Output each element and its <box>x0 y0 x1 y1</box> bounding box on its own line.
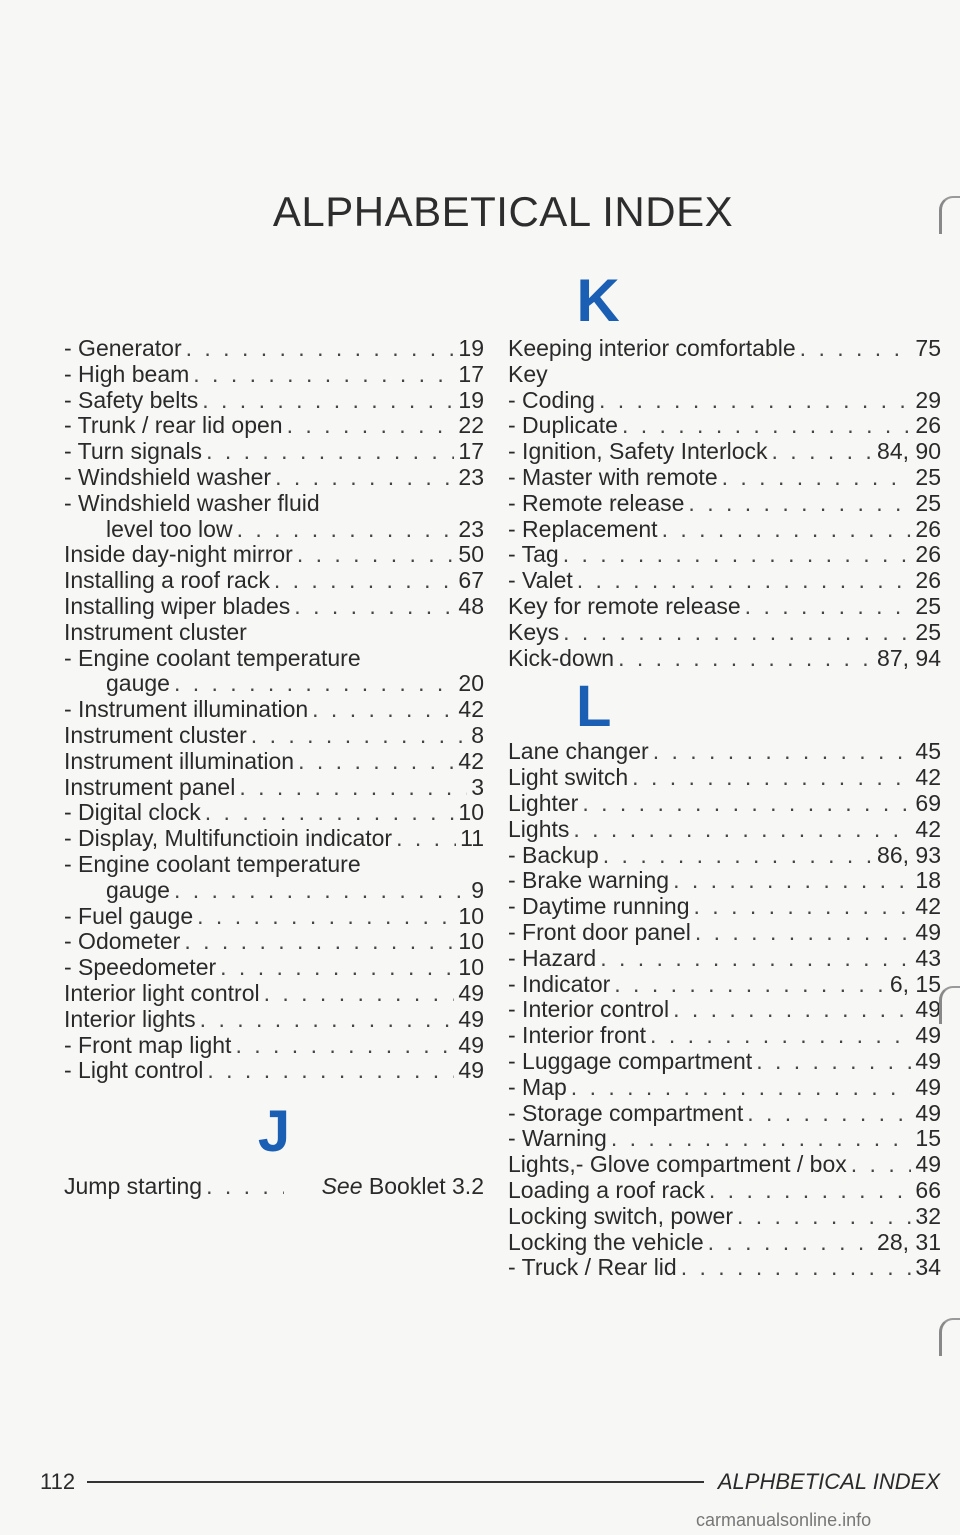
index-entry-text: - Fuel gauge <box>64 902 194 929</box>
index-entry <box>508 946 941 972</box>
leader-dots <box>275 465 454 491</box>
index-entry <box>64 336 484 362</box>
leader-dots <box>611 1126 912 1152</box>
index-entry-page: 25 <box>915 618 941 645</box>
index-entry-text: Instrument cluster <box>64 618 247 645</box>
index-entry-page: 49 <box>915 1047 941 1074</box>
index-entry <box>64 517 484 543</box>
index-entry-page: 18 <box>915 867 941 894</box>
index-entry-page <box>288 1174 484 1200</box>
index-entry <box>508 894 941 920</box>
leader-dots <box>220 955 454 981</box>
index-entry-page: 49 <box>915 1022 941 1049</box>
leader-dots <box>274 568 455 594</box>
index-entry <box>64 749 484 775</box>
index-entry <box>508 336 941 362</box>
index-entry <box>64 362 484 388</box>
leader-dots <box>298 749 454 775</box>
index-column-right <box>508 336 941 1281</box>
index-entry-text: level too low <box>106 515 233 542</box>
index-entry <box>64 955 484 981</box>
leader-dots <box>251 723 467 749</box>
index-entry-text: - Replacement <box>508 515 658 542</box>
index-entry <box>508 997 941 1023</box>
index-entry-page: 17 <box>458 438 484 465</box>
index-entry-page: 42 <box>915 893 941 920</box>
index-entry <box>508 517 941 543</box>
section-letter-l: L <box>576 674 612 740</box>
index-entry-page: 17 <box>458 360 484 387</box>
index-entry-page: 67 <box>458 567 484 594</box>
index-entry <box>508 1255 941 1281</box>
index-entry-page: 49 <box>458 979 484 1006</box>
leader-dots <box>708 1230 873 1256</box>
index-entry-text: - Ignition, Safety Interlock <box>508 438 768 465</box>
index-entry-text: - Master with remote <box>508 463 718 490</box>
index-entry-page: 25 <box>915 489 941 516</box>
index-entry-page: 19 <box>458 386 484 413</box>
index-entry-text: - Generator <box>64 335 182 361</box>
index-entry-text: Locking switch, power <box>508 1202 733 1229</box>
index-entry <box>64 852 484 878</box>
leader-dots <box>197 904 454 930</box>
index-entry-text: Instrument panel <box>64 773 236 800</box>
index-entry-text: Kick-down <box>508 644 615 671</box>
index-entry-text: - Front door panel <box>508 918 691 945</box>
index-entry-page: 26 <box>915 412 941 439</box>
index-entry <box>508 413 941 439</box>
index-entry-page: 49 <box>915 1073 941 1100</box>
index-entry-page: 10 <box>458 954 484 981</box>
leader-dots <box>599 388 911 414</box>
index-entry-text: - Warning <box>508 1125 607 1152</box>
index-entry <box>508 646 941 672</box>
index-entry-text: Installing wiper blades <box>64 592 291 619</box>
leader-dots <box>603 843 873 869</box>
index-entry-text: Instrument cluster <box>64 721 247 748</box>
page-footer <box>40 1467 940 1497</box>
index-entry-text: - Remote release <box>508 489 685 516</box>
section-letter-k: K <box>576 267 620 334</box>
index-entry <box>64 1007 484 1033</box>
index-entry-page: 49 <box>458 1005 484 1032</box>
index-entry <box>508 1126 941 1152</box>
index-entry-text: - Duplicate <box>508 412 618 439</box>
index-entry <box>64 929 484 955</box>
index-entry <box>64 594 484 620</box>
index-entry-page: 45 <box>915 738 941 765</box>
index-entry-page: 10 <box>458 799 484 826</box>
leader-dots <box>747 1101 911 1127</box>
index-entry-page: 10 <box>458 928 484 955</box>
index-entry-text: - Daytime running <box>508 893 690 920</box>
index-entry-page: 69 <box>915 789 941 816</box>
index-entry-text: Instrument illumination <box>64 747 295 774</box>
index-entry-text: - Front map light <box>64 1031 232 1058</box>
leader-dots <box>800 336 912 362</box>
index-entry-text: - Windshield washer fluid <box>64 489 320 516</box>
index-entry-text: Locking the vehicle <box>508 1228 704 1255</box>
index-entry <box>508 1023 941 1049</box>
index-entry-page: 20 <box>458 670 484 697</box>
index-entry-page: 49 <box>915 1099 941 1126</box>
index-entry-page: 26 <box>915 515 941 542</box>
index-entry-page: 49 <box>915 1151 941 1178</box>
page-title: ALPHABETICAL INDEX <box>272 188 734 235</box>
page-edge-tab <box>939 1318 960 1356</box>
index-entry-text: - Truck / Rear lid <box>508 1254 677 1281</box>
index-entry <box>508 491 941 517</box>
index-entry-text: - Safety belts <box>64 386 199 413</box>
index-entry-text: - Storage compartment <box>508 1099 744 1126</box>
index-entry-page: 6, 15 <box>889 970 941 997</box>
leader-dots <box>688 491 911 517</box>
leader-dots <box>396 826 456 852</box>
index-entry-page: 87, 94 <box>877 644 941 671</box>
index-entry <box>64 904 484 930</box>
index-entry <box>508 1230 941 1256</box>
index-entry-page: 49 <box>458 1031 484 1058</box>
leader-dots <box>618 646 873 672</box>
index-entry <box>64 878 484 904</box>
index-entry-page: 86, 93 <box>877 841 941 868</box>
index-entry <box>508 817 941 843</box>
leader-dots <box>709 1178 912 1204</box>
index-entries-l <box>508 739 941 1281</box>
index-entry-page: 15 <box>915 1125 941 1152</box>
index-entry-text: Interior light control <box>64 979 260 1006</box>
watermark: carmanualsonline.info <box>696 1510 872 1530</box>
index-entry <box>508 791 941 817</box>
leader-dots <box>206 439 454 465</box>
section-letter-j: J <box>257 1099 291 1165</box>
index-entry-text: - Backup <box>508 841 599 868</box>
leader-dots <box>200 1007 455 1033</box>
index-entry-text: Inside day-night mirror <box>64 541 293 568</box>
index-entry-text: Lighter <box>508 789 579 816</box>
index-entry <box>508 1049 941 1075</box>
index-entry-text: - Turn signals <box>64 438 203 465</box>
index-entry-page: 23 <box>458 463 484 490</box>
leader-dots <box>207 1058 454 1084</box>
leader-dots <box>206 1174 284 1200</box>
index-entry <box>64 1058 484 1084</box>
leader-dots <box>582 791 911 817</box>
leader-dots <box>614 972 886 998</box>
index-entry <box>508 765 941 791</box>
page-edge-tab <box>939 986 960 1024</box>
index-entry-page: 42 <box>458 747 484 774</box>
index-entry <box>64 646 484 672</box>
index-entry-text: - Trunk / rear lid open <box>64 412 283 439</box>
leader-dots <box>563 542 912 568</box>
index-entry-page: 23 <box>458 515 484 542</box>
index-entry-text: Keys <box>508 618 560 645</box>
index-column-left <box>64 336 484 1200</box>
leader-dots <box>673 997 911 1023</box>
index-entry <box>508 920 941 946</box>
index-entry-text: - Indicator <box>508 970 611 997</box>
index-entry <box>64 620 484 646</box>
leader-dots <box>694 894 912 920</box>
index-entry-text: - Instrument illumination <box>64 696 309 723</box>
index-entry-text: Loading a roof rack <box>508 1176 705 1203</box>
index-entry <box>508 594 941 620</box>
page-number: 112 <box>40 1469 76 1494</box>
leader-dots <box>174 878 467 904</box>
index-entry-page: 26 <box>915 541 941 568</box>
index-entry-page: 10 <box>458 902 484 929</box>
index-entry-text: - Windshield washer <box>64 463 272 490</box>
index-entry-page: 19 <box>458 335 484 361</box>
index-entry <box>64 491 484 517</box>
leader-dots <box>571 1075 912 1101</box>
index-entry-page: 29 <box>915 386 941 413</box>
index-entry-page: 28, 31 <box>877 1228 941 1255</box>
index-entry <box>64 413 484 439</box>
index-entry <box>64 775 484 801</box>
index-entry-text: - Map <box>508 1073 567 1100</box>
index-entry <box>508 1178 941 1204</box>
index-entry <box>64 800 484 826</box>
index-entry-text: Lane changer <box>508 738 649 765</box>
index-entry-jump-starting <box>64 1174 484 1200</box>
leader-dots <box>205 800 455 826</box>
index-entry-page: 42 <box>915 815 941 842</box>
index-entry-page: 26 <box>915 567 941 594</box>
index-entry <box>508 1075 941 1101</box>
index-entry <box>64 671 484 697</box>
index-entry-page: 49 <box>458 1057 484 1084</box>
leader-dots <box>745 594 912 620</box>
index-entries-left <box>64 336 484 1084</box>
index-entry-text: - High beam <box>64 360 190 387</box>
index-entry-page: 42 <box>458 696 484 723</box>
index-entry-text: Installing a roof rack <box>64 567 270 594</box>
index-entry <box>64 1033 484 1059</box>
index-entry-text: Light switch <box>508 764 629 791</box>
leader-dots <box>681 1255 912 1281</box>
index-entry <box>64 439 484 465</box>
index-entry-page: 42 <box>915 764 941 791</box>
index-entry-text: - Display, Multifunctioin indicator <box>64 825 393 852</box>
leader-dots <box>297 542 455 568</box>
index-entries-k <box>508 336 941 671</box>
index-entry-page: 8 <box>471 721 484 748</box>
footer-title: ALPHBETICAL INDEX <box>717 1469 940 1494</box>
index-entry-page: 66 <box>915 1176 941 1203</box>
leader-dots <box>202 388 454 414</box>
index-entry <box>508 972 941 998</box>
index-entry-page: 49 <box>915 996 941 1023</box>
index-entry <box>508 362 941 388</box>
index-entry <box>64 465 484 491</box>
leader-dots <box>577 568 912 594</box>
index-entry-text: - Valet <box>508 567 573 594</box>
index-entry <box>64 981 484 1007</box>
index-entry <box>64 388 484 414</box>
leader-dots <box>287 413 455 439</box>
leader-dots <box>851 1152 912 1178</box>
leader-dots <box>756 1049 911 1075</box>
see-target: Booklet 3.2 <box>368 1173 484 1200</box>
index-entry <box>64 568 484 594</box>
leader-dots <box>622 413 911 439</box>
index-entry-page: 3 <box>471 773 484 800</box>
index-entry-page: 75 <box>915 335 941 361</box>
index-entry-text: Lights,- Glove compartment / box <box>508 1151 847 1178</box>
index-entry-text: Interior lights <box>64 1005 196 1032</box>
index-entry-text: gauge <box>106 670 170 697</box>
index-entry-page: 50 <box>458 541 484 568</box>
leader-dots <box>662 517 912 543</box>
leader-dots <box>722 465 912 491</box>
leader-dots <box>294 594 454 620</box>
index-entry-text: Lights <box>508 815 570 842</box>
index-entry-text: - Digital clock <box>64 799 201 826</box>
index-entry-text: - Tag <box>508 541 559 568</box>
index-entry-page: 11 <box>460 825 484 852</box>
index-entry <box>508 868 941 894</box>
index-entry-page: 43 <box>915 944 941 971</box>
index-entry-page: 25 <box>915 463 941 490</box>
index-entry-text: Key for remote release <box>508 592 741 619</box>
index-entry-text: - Brake warning <box>508 867 670 894</box>
index-entry-page: 32 <box>915 1202 941 1229</box>
index-entry-page: 49 <box>915 918 941 945</box>
index-entry <box>64 542 484 568</box>
leader-dots <box>264 981 455 1007</box>
index-entry <box>508 620 941 646</box>
index-entry-page: 48 <box>458 592 484 619</box>
leader-dots <box>772 439 874 465</box>
index-entry-page: 9 <box>471 876 484 903</box>
leader-dots <box>573 817 911 843</box>
leader-dots <box>235 1033 454 1059</box>
index-entry <box>508 439 941 465</box>
index-entry-page: 25 <box>915 592 941 619</box>
index-entry <box>508 1204 941 1230</box>
index-entry <box>508 465 941 491</box>
index-entry-text: Keeping interior comfortable <box>508 335 796 361</box>
index-entry-page: 84, 90 <box>877 438 941 465</box>
index-entry <box>508 843 941 869</box>
page-edge-tab <box>939 196 960 234</box>
leader-dots <box>737 1204 911 1230</box>
leader-dots <box>673 868 911 894</box>
see-label: See <box>321 1173 363 1200</box>
index-entry-text: Jump starting <box>64 1173 203 1200</box>
leader-dots <box>184 929 454 955</box>
index-entry <box>508 542 941 568</box>
leader-dots <box>632 765 911 791</box>
leader-dots <box>695 920 912 946</box>
leader-dots <box>312 697 454 723</box>
index-entry-text: - Light control <box>64 1057 204 1084</box>
index-entry-text: Key <box>508 360 548 387</box>
leader-dots <box>600 946 911 972</box>
index-entry <box>508 1152 941 1178</box>
leader-dots <box>193 362 454 388</box>
leader-dots <box>239 775 467 801</box>
footer-rule <box>87 1481 704 1483</box>
leader-dots <box>186 336 455 362</box>
index-entry <box>508 739 941 765</box>
index-entry <box>64 723 484 749</box>
index-entry-text: - Coding <box>508 386 595 413</box>
index-entry-text: - Interior front <box>508 1022 647 1049</box>
index-entry-page: 22 <box>458 412 484 439</box>
index-entry <box>64 826 484 852</box>
index-entry-text: - Interior control <box>508 996 670 1023</box>
index-entry-text: - Hazard <box>508 944 597 971</box>
index-entry-text: - Speedometer <box>64 954 217 981</box>
index-entry <box>64 697 484 723</box>
leader-dots <box>237 517 455 543</box>
index-entry-text: - Luggage compartment <box>508 1047 753 1074</box>
index-entry <box>508 568 941 594</box>
index-entry-text: - Odometer <box>64 928 181 955</box>
leader-dots <box>650 1023 911 1049</box>
index-entry-text: gauge <box>106 876 170 903</box>
index-entry-page: 34 <box>915 1254 941 1281</box>
index-entry-text: - Engine coolant temperature <box>64 850 361 877</box>
index-entry-text: - Engine coolant temperature <box>64 644 361 671</box>
leader-dots <box>563 620 911 646</box>
index-entry <box>508 1101 941 1127</box>
index-entry <box>508 388 941 414</box>
leader-dots <box>653 739 912 765</box>
leader-dots <box>174 671 454 697</box>
